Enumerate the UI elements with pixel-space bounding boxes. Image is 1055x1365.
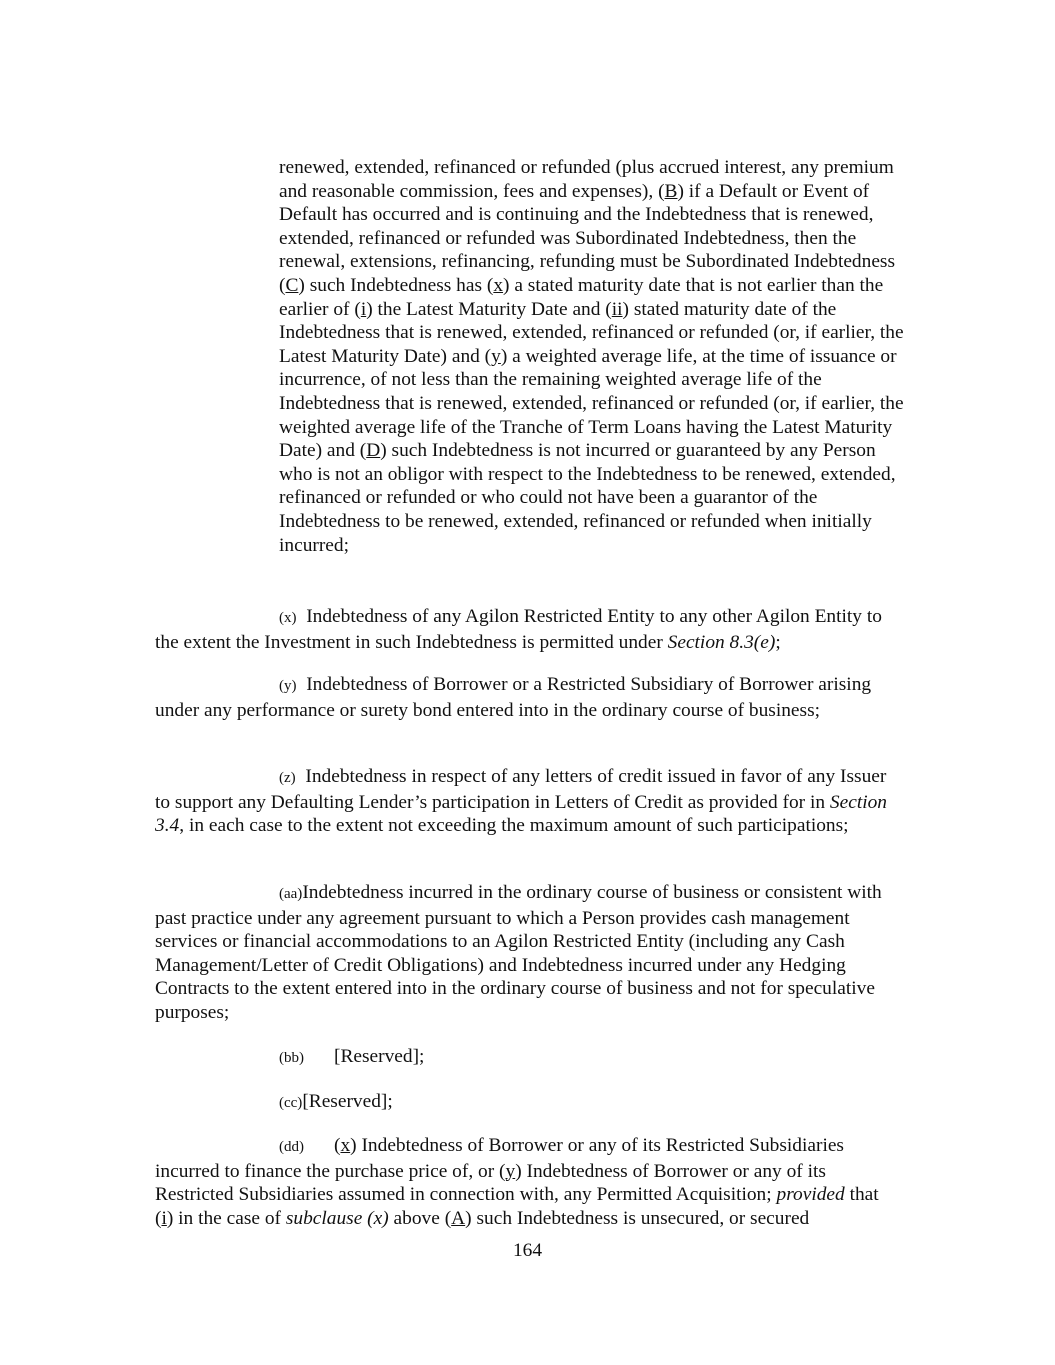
clause-label: (cc) [279, 1095, 303, 1111]
clause-aa: (aa)Indebtedness incurred in the ordinary course of business or consistent with past practice under any agreement pursuant to which a Person provides cash management services or financial accommodations to an Agilon Restricted Entity (including any Cash Management/Letter of Credit Obligations) and Indebtedness incurred under any Hedging Contracts to the extent entered into in the ordinary course of business and not for speculative purposes; [155, 882, 882, 1023]
ref-y: y [505, 1160, 516, 1182]
section-ref: Section 3.4 [155, 791, 887, 837]
clause-label: (y) [279, 678, 297, 694]
clause-z: (z) Indebtedness in respect of any letters of credit issued in favor of any Issuer to support any Defaulting Lender’s participation in Letters of Credit as provided for in Section 3.4, in each case to the extent not exceeding the maximum amount of such participations; [155, 766, 887, 837]
clause-label: (aa) [279, 886, 303, 902]
clause-y: (y) Indebtedness of Borrower or a Restricted Subsidiary of Borrower arising under any performance or surety bond entered into in the ordinary course of business; [155, 674, 872, 721]
proviso: provided [776, 1184, 845, 1206]
ref-ii: ii [611, 298, 623, 320]
ref-x: x [493, 274, 504, 296]
ref-i: i [161, 1207, 167, 1229]
clause-dd: (dd) (x) Indebtedness of Borrower or any of its Restricted Subsidiaries incurred to finance the purchase price of, or (y) Indebtedness of Borrower or any of its Restricted Subsidiaries assumed in connection with, any Permitted Acquisition; provided that (i) in the case of subclause (x) above (A) such Indebtedness is unsecured, or secured [155, 1135, 879, 1229]
clause-label: (bb) [279, 1050, 304, 1066]
page-number: 164 [512, 1240, 543, 1261]
ref-y: y [491, 345, 501, 367]
clause-x: (x) Indebtedness of any Agilon Restricted Entity to any other Agilon Entity to the extent the Investment in such Indebtedness is permitted under Section 8.3(e); [155, 606, 882, 653]
ref-B: B [664, 180, 678, 202]
continued-paragraph: renewed, extended, refinanced or refunded (plus accrued interest, any premium and reasonable commission, fees and expenses), (B) if a Default or Event of Default has occurred and is continuing and the Indebtedness that is renewed, extended, refinanced or refunded was Subordinated Indebtedness, then the renewal, extensions, refinancing, refunding must be Subordinated Indebtedness (C) such Indebtedness has (x) a stated maturity date that is not earlier than the earlier of (i) the Latest Maturity Date and (ii) stated maturity date of the Indebtedness that is renewed, extended, refinanced or refunded (or, if earlier, the Latest Maturity Date) and (y) a weighted average life, at the time of issuance or incurrence, of not less than the remaining weighted average life of the Indebtedness that is renewed, extended, refinanced or refunded (or, if earlier, the weighted average life of the Tranche of Term Loans having the Latest Maturity Date) and (D) such Indebtedness is not incurred or guaranteed by any Person who is not an obligor with respect to the Indebtedness to be renewed, extended, refinanced or refunded or who could not have been a guarantor of the Indebtedness to be renewed, extended, refinanced or refunded when initially incurred; [279, 157, 904, 556]
ref-A: A [451, 1207, 466, 1229]
clause-label: (dd) [279, 1139, 304, 1155]
ref-x: x [340, 1135, 351, 1156]
ref-C: C [285, 274, 299, 296]
ref-D: D [366, 440, 381, 462]
ref-i: i [360, 298, 367, 320]
clause-label: (x) [279, 610, 297, 626]
clause-cc: (cc)[Reserved]; [279, 1091, 393, 1112]
clause-bb: (bb) [Reserved]; [279, 1046, 425, 1067]
section-ref: Section 8.3(e) [667, 631, 776, 653]
subclause-ref: subclause (x) [285, 1207, 389, 1229]
clause-label: (z) [279, 770, 296, 786]
